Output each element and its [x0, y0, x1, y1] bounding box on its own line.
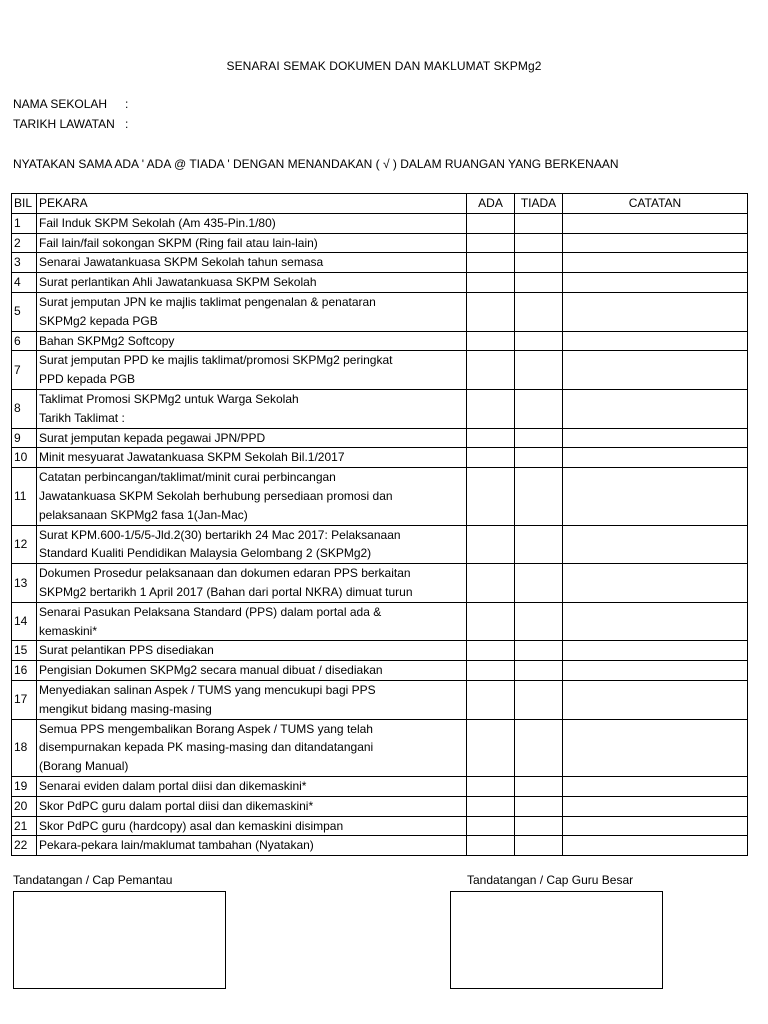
- row-item-line: Fail Induk SKPM Sekolah (Am 435-Pin.1/80): [39, 215, 276, 230]
- table-row: [12, 641, 748, 661]
- row-item-line: Surat jemputan JPN ke majlis taklimat pengenalan & penataran: [39, 294, 376, 309]
- catatan-cell[interactable]: [563, 273, 748, 293]
- ada-cell[interactable]: [467, 292, 515, 331]
- tiada-cell[interactable]: [515, 428, 563, 448]
- row-item-line: Senarai Jawatankuasa SKPM Sekolah tahun semasa: [39, 255, 324, 270]
- ada-cell[interactable]: [467, 661, 515, 681]
- ada-cell[interactable]: [467, 233, 515, 253]
- row-item: [37, 233, 467, 253]
- monitor-signature-label: Tandatangan / Cap Pemantau: [13, 873, 173, 887]
- ada-cell[interactable]: [467, 602, 515, 641]
- row-item: [37, 680, 467, 719]
- row-item-line: SKPMg2 bertarikh 1 April 2017 (Bahan dari portal NKRA) dimuat turun: [39, 584, 413, 599]
- table-row: [12, 351, 748, 390]
- row-number: 11: [12, 468, 37, 525]
- catatan-cell[interactable]: [563, 680, 748, 719]
- tiada-cell[interactable]: [515, 661, 563, 681]
- headmaster-signature-box[interactable]: [450, 891, 663, 989]
- row-item: [37, 816, 467, 836]
- row-number: 15: [12, 641, 37, 661]
- visit-date-row: [13, 117, 128, 131]
- row-item: [37, 389, 467, 428]
- row-item: [37, 525, 467, 564]
- ada-cell[interactable]: [467, 796, 515, 816]
- row-item-line: Pekara-pekara lain/maklumat tambahan (Nyatakan): [39, 838, 314, 853]
- table-row: [12, 661, 748, 681]
- catatan-cell[interactable]: [563, 428, 748, 448]
- school-name-colon: :: [125, 97, 129, 111]
- row-item-line: Senarai Pasukan Pelaksana Standard (PPS) dalam portal ada &: [39, 604, 382, 619]
- row-number: 20: [12, 796, 37, 816]
- school-name-label: NAMA SEKOLAH: [13, 97, 108, 111]
- table-row: [12, 468, 748, 525]
- tiada-cell[interactable]: [515, 273, 563, 293]
- checklist-table: [11, 193, 748, 856]
- row-item: [37, 292, 467, 331]
- ada-cell[interactable]: [467, 468, 515, 525]
- catatan-cell[interactable]: [563, 602, 748, 641]
- tiada-cell[interactable]: [515, 776, 563, 796]
- tiada-cell[interactable]: [515, 292, 563, 331]
- table-row: [12, 389, 748, 428]
- row-item-line: PPD kepada PGB: [39, 372, 136, 387]
- row-number: 18: [12, 719, 37, 776]
- table-row: [12, 428, 748, 448]
- row-number: 7: [12, 351, 37, 390]
- ada-cell[interactable]: [467, 776, 515, 796]
- header-tiada: TIADA: [515, 194, 563, 214]
- table-row: [12, 796, 748, 816]
- row-item-line: pelaksanaan SKPMg2 fasa 1(Jan-Mac): [39, 507, 248, 522]
- row-item: [37, 836, 467, 856]
- row-item-line: Dokumen Prosedur pelaksanaan dan dokumen edaran PPS berkaitan: [39, 566, 411, 581]
- row-item-line: mengikut bidang masing-masing: [39, 701, 212, 716]
- catatan-cell[interactable]: [563, 448, 748, 468]
- catatan-cell[interactable]: [563, 816, 748, 836]
- tiada-cell[interactable]: [515, 816, 563, 836]
- catatan-cell[interactable]: [563, 468, 748, 525]
- table-row: [12, 776, 748, 796]
- table-row: [12, 213, 748, 233]
- visit-date-label: TARIKH LAWATAN: [13, 117, 115, 131]
- row-item: [37, 468, 467, 525]
- row-item-line: Surat jemputan PPD ke majlis taklimat/promosi SKPMg2 peringkat: [39, 353, 393, 368]
- table-row: [12, 448, 748, 468]
- row-item: [37, 719, 467, 776]
- row-number: 19: [12, 776, 37, 796]
- table-row: [12, 816, 748, 836]
- tiada-cell[interactable]: [515, 468, 563, 525]
- ada-cell[interactable]: [467, 836, 515, 856]
- row-item-line: Catatan perbincangan/taklimat/minit curai perbincangan: [39, 470, 336, 485]
- row-item-line: Pengisian Dokumen SKPMg2 secara manual dibuat / disediakan: [39, 663, 383, 678]
- catatan-cell[interactable]: [563, 641, 748, 661]
- tiada-cell[interactable]: [515, 389, 563, 428]
- ada-cell[interactable]: [467, 816, 515, 836]
- table-row: [12, 680, 748, 719]
- row-item-line: Taklimat Promosi SKPMg2 untuk Warga Sekolah: [39, 391, 299, 406]
- catatan-cell[interactable]: [563, 661, 748, 681]
- table-row: [12, 233, 748, 253]
- row-number: 3: [12, 253, 37, 273]
- table-row: [12, 719, 748, 776]
- row-number: 16: [12, 661, 37, 681]
- tiada-cell[interactable]: [515, 836, 563, 856]
- row-number: 9: [12, 428, 37, 448]
- page-title: SENARAI SEMAK DOKUMEN DAN MAKLUMAT SKPMg2: [226, 59, 542, 73]
- row-item: [37, 213, 467, 233]
- row-number: 21: [12, 816, 37, 836]
- ada-cell[interactable]: [467, 389, 515, 428]
- table-row: [12, 292, 748, 331]
- row-item-line: (Borang Manual): [39, 759, 129, 774]
- ada-cell[interactable]: [467, 525, 515, 564]
- row-item-line: Bahan SKPMg2 Softcopy: [39, 333, 175, 348]
- row-item: [37, 796, 467, 816]
- table-row: [12, 331, 748, 351]
- catatan-cell[interactable]: [563, 389, 748, 428]
- monitor-signature-box[interactable]: [13, 891, 226, 989]
- tiada-cell[interactable]: [515, 448, 563, 468]
- row-item-line: Skor PdPC guru (hardcopy) asal dan kemaskini disimpan: [39, 818, 344, 833]
- catatan-cell[interactable]: [563, 796, 748, 816]
- ada-cell[interactable]: [467, 564, 515, 603]
- catatan-cell[interactable]: [563, 351, 748, 390]
- tiada-cell[interactable]: [515, 525, 563, 564]
- catatan-cell[interactable]: [563, 719, 748, 776]
- row-item-line: Menyediakan salinan Aspek / TUMS yang mencukupi bagi PPS: [39, 682, 376, 697]
- ada-cell[interactable]: [467, 680, 515, 719]
- catatan-cell[interactable]: [563, 564, 748, 603]
- headmaster-signature-label: Tandatangan / Cap Guru Besar: [467, 873, 634, 887]
- row-number: 6: [12, 331, 37, 351]
- ada-cell[interactable]: [467, 719, 515, 776]
- row-item: [37, 641, 467, 661]
- row-number: 14: [12, 602, 37, 641]
- row-item: [37, 351, 467, 390]
- row-item-line: kemaskini*: [39, 623, 98, 638]
- instruction-text: NYATAKAN SAMA ADA ' ADA @ TIADA ' DENGAN MENANDAKAN ( √ ) DALAM RUANGAN YANG BERKENAAN: [13, 157, 619, 171]
- row-item: [37, 253, 467, 273]
- catatan-cell[interactable]: [563, 233, 748, 253]
- tiada-cell[interactable]: [515, 564, 563, 603]
- row-item-line: Surat pelantikan PPS disediakan: [39, 643, 214, 658]
- row-number: 12: [12, 525, 37, 564]
- row-item: [37, 428, 467, 448]
- visit-date-colon: :: [125, 117, 129, 131]
- row-number: 17: [12, 680, 37, 719]
- row-item-line: Tarikh Taklimat :: [39, 410, 125, 425]
- row-item-line: Senarai eviden dalam portal diisi dan dikemaskini*: [39, 778, 307, 793]
- ada-cell[interactable]: [467, 253, 515, 273]
- row-item: [37, 602, 467, 641]
- catatan-cell[interactable]: [563, 213, 748, 233]
- row-number: 5: [12, 292, 37, 331]
- ada-cell[interactable]: [467, 641, 515, 661]
- header-ada: ADA: [467, 194, 515, 214]
- catatan-cell[interactable]: [563, 836, 748, 856]
- row-item: [37, 776, 467, 796]
- ada-cell[interactable]: [467, 428, 515, 448]
- table-row: [12, 273, 748, 293]
- catatan-cell[interactable]: [563, 292, 748, 331]
- row-item: [37, 564, 467, 603]
- ada-cell[interactable]: [467, 448, 515, 468]
- tiada-cell[interactable]: [515, 253, 563, 273]
- row-item-line: Surat jemputan kepada pegawai JPN/PPD: [39, 430, 266, 445]
- table-row: [12, 564, 748, 603]
- row-item-line: SKPMg2 kepada PGB: [39, 313, 158, 328]
- row-number: 10: [12, 448, 37, 468]
- row-item-line: Semua PPS mengembalikan Borang Aspek / TUMS yang telah: [39, 721, 373, 736]
- checklist-body: [12, 213, 748, 855]
- table-row: [12, 253, 748, 273]
- row-item-line: disempurnakan kepada PK masing-masing dan ditandatangani: [39, 740, 374, 755]
- catatan-cell[interactable]: [563, 331, 748, 351]
- table-row: [12, 602, 748, 641]
- row-number: 22: [12, 836, 37, 856]
- tiada-cell[interactable]: [515, 331, 563, 351]
- row-item-line: Minit mesyuarat Jawatankuasa SKPM Sekolah Bil.1/2017: [39, 450, 345, 465]
- catatan-cell[interactable]: [563, 253, 748, 273]
- catatan-cell[interactable]: [563, 525, 748, 564]
- tiada-cell[interactable]: [515, 680, 563, 719]
- table-header-row: [12, 194, 748, 214]
- ada-cell[interactable]: [467, 351, 515, 390]
- row-item-line: Jawatankuasa SKPM Sekolah berhubung persediaan promosi dan: [39, 488, 393, 503]
- row-item: [37, 331, 467, 351]
- header-bil: BIL: [12, 194, 37, 214]
- row-number: 1: [12, 213, 37, 233]
- tiada-cell[interactable]: [515, 641, 563, 661]
- ada-cell[interactable]: [467, 213, 515, 233]
- ada-cell[interactable]: [467, 331, 515, 351]
- tiada-cell[interactable]: [515, 351, 563, 390]
- row-number: 8: [12, 389, 37, 428]
- row-item: [37, 661, 467, 681]
- tiada-cell[interactable]: [515, 796, 563, 816]
- row-item-line: Skor PdPC guru dalam portal diisi dan dikemaskini*: [39, 798, 314, 813]
- row-item-line: Standard Kualiti Pendidikan Malaysia Gelombang 2 (SKPMg2): [39, 546, 372, 561]
- ada-cell[interactable]: [467, 273, 515, 293]
- row-item: [37, 273, 467, 293]
- header-pekara: PEKARA: [37, 194, 467, 214]
- tiada-cell[interactable]: [515, 602, 563, 641]
- row-item-line: Surat perlantikan Ahli Jawatankuasa SKPM Sekolah: [39, 275, 317, 290]
- table-row: [12, 525, 748, 564]
- row-item: [37, 448, 467, 468]
- row-number: 13: [12, 564, 37, 603]
- school-name-row: [13, 97, 128, 111]
- table-row: [12, 836, 748, 856]
- row-item-line: Fail lain/fail sokongan SKPM (Ring fail atau lain-lain): [39, 235, 318, 250]
- tiada-cell[interactable]: [515, 213, 563, 233]
- row-item-line: Surat KPM.600-1/5/5-Jld.2(30) bertarikh 24 Mac 2017: Pelaksanaan: [39, 527, 401, 542]
- tiada-cell[interactable]: [515, 719, 563, 776]
- tiada-cell[interactable]: [515, 233, 563, 253]
- row-number: 4: [12, 273, 37, 293]
- catatan-cell[interactable]: [563, 776, 748, 796]
- header-catatan: CATATAN: [563, 194, 748, 214]
- row-number: 2: [12, 233, 37, 253]
